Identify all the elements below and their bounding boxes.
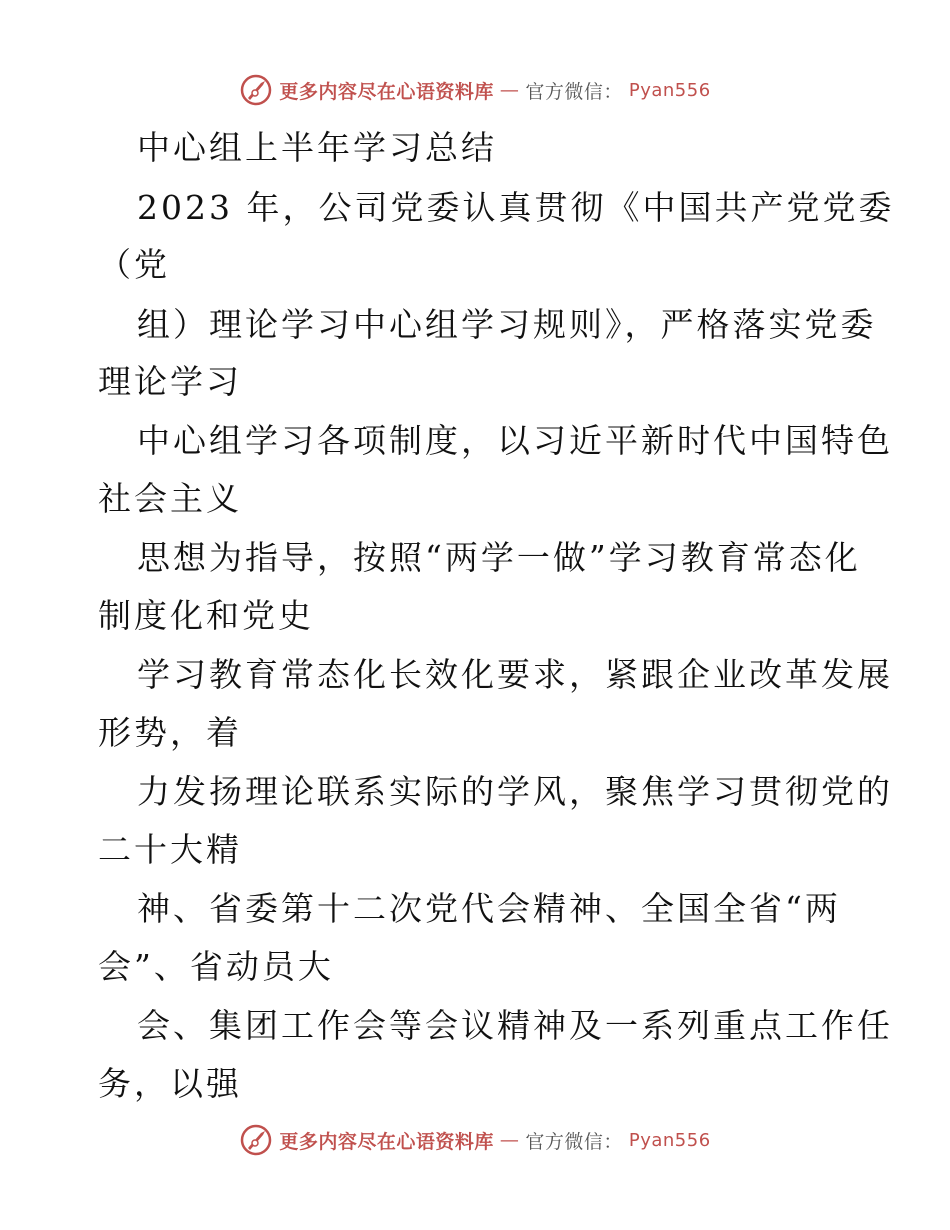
quill-pen-logo-icon: [239, 73, 273, 107]
watermark-banner-bottom: [0, 1120, 950, 1160]
watermark-wechat-id: Pyan556: [628, 79, 711, 101]
paragraph-line: 神、省委第十二次党代会精神、全国全省“两: [137, 889, 841, 928]
quill-pen-logo-icon: [239, 1123, 273, 1157]
paragraph-line: 2023 年，公司党委认真贯彻《中国共产党党委: [137, 188, 895, 227]
watermark-brand: 更多内容尽在心语资料库: [279, 80, 494, 103]
paragraph-line: 力发扬理论联系实际的学风，聚焦学习贯彻党的: [137, 772, 893, 811]
watermark-separator: —: [499, 1129, 520, 1151]
paragraph-line: 二十大精: [98, 830, 242, 869]
watermark-official-label: 官方微信：: [525, 80, 623, 103]
paragraph-line: 组）理论学习中心组学习规则》，严格落实党委: [137, 305, 877, 344]
paragraph-line: （党: [98, 245, 170, 284]
paragraph-line: 制度化和党史: [98, 596, 314, 635]
watermark-wechat-id: Pyan556: [628, 1129, 711, 1151]
watermark-official-label: 官方微信：: [525, 1130, 623, 1153]
document-title: 中心组上半年学习总结: [137, 128, 497, 167]
paragraph-line: 社会主义: [98, 479, 242, 518]
paragraph-line: 形势，着: [98, 713, 242, 752]
watermark-brand: 更多内容尽在心语资料库: [279, 1130, 494, 1153]
paragraph-line: 会”、省动员大: [98, 947, 334, 986]
watermark-separator: —: [499, 79, 520, 101]
paragraph-line: 会、集团工作会等会议精神及一系列重点工作任: [137, 1006, 893, 1045]
paragraph-line: 理论学习: [98, 362, 242, 401]
paragraph-line: 学习教育常态化长效化要求，紧跟企业改革发展: [137, 655, 893, 694]
paragraph-line: 思想为指导，按照“两学一做”学习教育常态化: [137, 538, 861, 577]
paragraph-line: 中心组学习各项制度，以习近平新时代中国特色: [137, 421, 893, 460]
watermark-banner-top: [0, 70, 950, 110]
paragraph-line: 务，以强: [98, 1064, 242, 1103]
